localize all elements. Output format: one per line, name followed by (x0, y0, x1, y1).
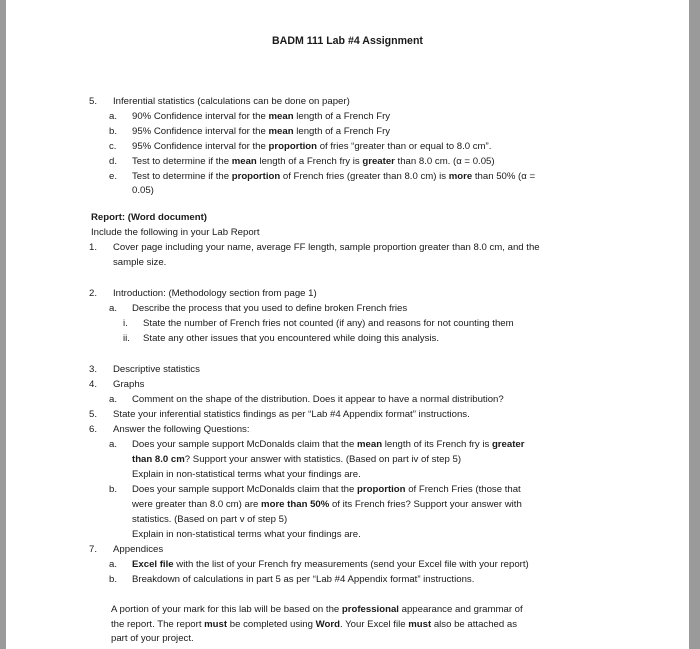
report-item-1-line2: sample size. (113, 257, 167, 268)
report-item-6a-line3: Explain in non-statistical terms what your findings are. (132, 469, 361, 480)
report-item-6b-line1: Does your sample support McDonalds claim that the proportion of French Fries (those that (132, 484, 521, 495)
report-item-6b-line4: Explain in non-statistical terms what your findings are. (132, 529, 361, 540)
s5-item-e-continuation: 0.05) (132, 185, 154, 196)
report-item-2-number: 2. (89, 288, 98, 299)
report-item-4a-text: Comment on the shape of the distribution. Does it appear to have a normal distribution? (132, 394, 504, 405)
s5-item-a-marker: a. (109, 111, 118, 122)
report-item-2a-ii-text: State any other issues that you encountered while doing this analysis. (143, 333, 439, 344)
report-item-7-text: Appendices (113, 544, 164, 555)
report-item-7b-marker: b. (109, 574, 118, 585)
report-item-4-number: 4. (89, 379, 98, 390)
report-item-6a-marker: a. (109, 439, 118, 450)
s5-item-b: 95% Confidence interval for the mean length of a French Fry (132, 126, 391, 137)
report-item-6-text: Answer the following Questions: (113, 424, 250, 435)
report-item-2a-i-text: State the number of French fries not counted (if any) and reasons for not counting them (143, 318, 514, 329)
section-5-heading: Inferential statistics (calculations can be done on paper) (113, 96, 350, 107)
report-heading: Report: (Word document) (91, 212, 208, 223)
report-item-4-text: Graphs (113, 379, 145, 390)
report-intro: Include the following in your Lab Report (91, 227, 260, 238)
report-item-5-text: State your inferential statistics findings as per “Lab #4 Appendix format” instructions. (113, 409, 470, 420)
report-item-4a-marker: a. (109, 394, 118, 405)
s5-item-e: Test to determine if the proportion of French fries (greater than 8.0 cm) is more than 50% (α = (132, 171, 536, 182)
s5-item-c: 95% Confidence interval for the proportion of fries “greater than or equal to 8.0 cm”. (132, 141, 492, 152)
closing-line2: the report. The report must be completed using Word. Your Excel file must also be attached as (111, 619, 518, 630)
report-item-7a-marker: a. (109, 559, 118, 570)
report-item-1-number: 1. (89, 242, 98, 253)
report-item-6a-line2: than 8.0 cm? Support your answer with statistics. (Based on part iv of step 5) (132, 454, 462, 465)
report-item-6b-line3: statistics. (Based on part v of step 5) (132, 514, 288, 525)
report-item-2a-i-marker: i. (123, 318, 128, 329)
report-item-3-text: Descriptive statistics (113, 364, 200, 375)
report-item-5-number: 5. (89, 409, 98, 420)
document-title: BADM 111 Lab #4 Assignment (272, 35, 423, 47)
report-item-7a-text: Excel file with the list of your French fry measurements (send your Excel file with your report) (132, 559, 529, 570)
report-item-2a-text: Describe the process that you used to define broken French fries (132, 303, 408, 314)
report-item-1-line1: Cover page including your name, average FF length, sample proportion greater than 8.0 cm, and the (113, 242, 540, 253)
report-item-7-number: 7. (89, 544, 98, 555)
closing-line3: part of your project. (111, 633, 194, 644)
report-item-2-text: Introduction: (Methodology section from page 1) (113, 288, 317, 299)
s5-item-d: Test to determine if the mean length of a French fry is greater than 8.0 cm. (α = 0.05) (132, 156, 495, 167)
report-item-6a-line1: Does your sample support McDonalds claim that the mean length of its French fry is greater (132, 439, 525, 450)
report-item-6-number: 6. (89, 424, 98, 435)
right-edge (689, 0, 700, 649)
s5-item-a: 90% Confidence interval for the mean length of a French Fry (132, 111, 391, 122)
s5-item-b-marker: b. (109, 126, 118, 137)
s5-item-d-marker: d. (109, 156, 118, 167)
report-item-2a-marker: a. (109, 303, 118, 314)
report-item-7b-text: Breakdown of calculations in part 5 as per “Lab #4 Appendix format” instructions. (132, 574, 475, 585)
section-5-number: 5. (89, 96, 98, 107)
report-item-3-number: 3. (89, 364, 98, 375)
s5-item-c-marker: c. (109, 141, 117, 152)
closing-line1: A portion of your mark for this lab will be based on the professional appearance and grammar of (111, 604, 523, 615)
report-item-6b-marker: b. (109, 484, 118, 495)
report-item-6b-line2: were greater than 8.0 cm) are more than 50% of its French fries? Support your answer with (132, 499, 522, 510)
report-item-2a-ii-marker: ii. (123, 333, 130, 344)
s5-item-e-marker: e. (109, 171, 118, 182)
document-page (6, 0, 689, 649)
